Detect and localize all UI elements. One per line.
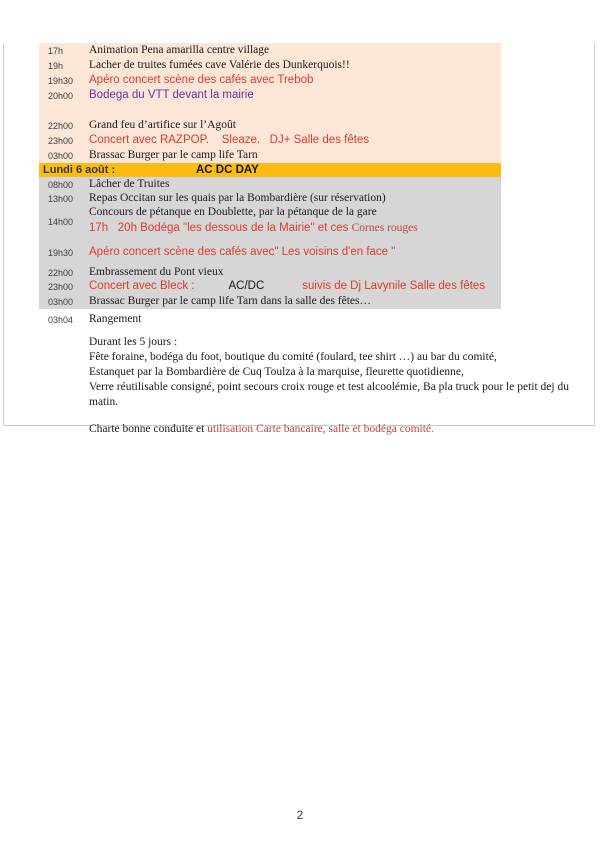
day-header-banner: [39, 163, 501, 177]
schedule-section-evening: [39, 43, 501, 163]
schedule-row: [39, 245, 501, 260]
event-label-part: AC/DC: [228, 280, 265, 293]
time-label: 19h30: [48, 75, 74, 86]
time-label: 20h00: [48, 90, 74, 101]
time-label: 17h: [48, 45, 64, 56]
notes-line: Verre réutilisable consigné, point secours croix rouge et test alcoolémie, Ba pla truck pour le petit dej du matin.: [89, 381, 569, 408]
event-label: Lacher de truites fumées cave Valérie des Dunkerquois!!: [89, 58, 350, 71]
time-label: 19h30: [48, 247, 74, 258]
schedule-row: [39, 294, 501, 309]
day-header-title: AC DC DAY: [196, 164, 259, 176]
event-label: Lâcher de Truites: [89, 177, 170, 190]
event-label: Apéro concert scène des cafés avec" Les voisins d'en face ": [89, 245, 396, 258]
spacer: [39, 103, 501, 118]
event-label-part: Concert avec Bleck :: [89, 280, 195, 293]
schedule-row: [39, 265, 501, 280]
schedule-row: [39, 88, 501, 103]
time-label: 03h04: [48, 314, 74, 325]
time-label: 22h00: [48, 120, 74, 131]
event-label: Embrassement du Pont vieux: [89, 265, 224, 278]
schedule-row: [39, 58, 501, 73]
time-label: 03h00: [48, 150, 74, 161]
event-label: Brassac Burger par le camp life Tarn dans la salle des fêtes…: [89, 294, 372, 307]
notes-line: Estanquet par la Bombardière de Cuq Toulza à la marquise, fleurette quotidienne,: [89, 366, 464, 378]
event-multiline: [89, 206, 418, 237]
event-label: Repas Occitan sur les quais par la Bombardière (sur réservation): [89, 192, 386, 205]
schedule-row: [39, 118, 501, 133]
time-label: 22h00: [48, 267, 74, 278]
event-label-part: Cornes rouges: [351, 221, 418, 234]
event-label-part: 17h 20h Bodéga "les dessous de la Mairie" et ces: [89, 221, 352, 234]
schedule-row: [39, 43, 501, 58]
time-label: 08h00: [48, 179, 74, 190]
schedule-section-monday: [39, 177, 501, 309]
notes-charte-red: utilisation Carte bancaire, salle et bodéga comité.: [207, 423, 434, 435]
event-label: Bodega du VTT devant la mairie: [89, 88, 254, 101]
notes-charte-black: Charte bonne conduite et: [89, 423, 208, 435]
event-label: Concert avec RAZPOP. Sleaze. DJ+ Salle des fêtes: [89, 133, 370, 146]
event-label: Rangement: [89, 312, 142, 325]
notes-charte: [89, 422, 571, 437]
event-label: Concours de pétanque en Doublette, par la pétanque de la gare: [89, 206, 377, 219]
time-label: 14h00: [48, 216, 74, 227]
time-label: 23h00: [48, 282, 74, 292]
schedule-row: [39, 73, 501, 88]
schedule-row: [39, 312, 594, 327]
event-label-part: suivis de Dj Lavynile Salle des fêtes: [302, 280, 486, 293]
spacer: [39, 237, 501, 245]
program-table-frame: [3, 43, 595, 435]
time-label: 23h00: [48, 135, 74, 146]
event-label: [89, 220, 418, 237]
event-label: Brassac Burger par le camp life Tarn: [89, 148, 258, 161]
time-label: 13h00: [48, 194, 74, 204]
page-number: 2: [296, 808, 304, 822]
schedule-row: [39, 177, 501, 192]
notes-section: [89, 335, 571, 437]
event-label: Animation Pena amarilla centre village: [89, 43, 270, 56]
notes-intro: Durant les 5 jours :: [89, 336, 178, 348]
event-label: Apéro concert scène des cafés avec Trebob: [89, 73, 314, 86]
schedule-row: [39, 280, 501, 294]
schedule-row: [39, 206, 501, 237]
notes-line: Fête foraine, bodéga du foot, boutique du comité (foulard, tee shirt …) au bar du comité,: [89, 351, 497, 363]
event-label: Grand feu d’artifice sur l’Agoût: [89, 118, 236, 131]
schedule-row: [39, 192, 501, 206]
time-label: 19h: [48, 60, 64, 71]
schedule-row: [39, 133, 501, 148]
day-header-date: Lundi 6 août :: [43, 164, 116, 176]
schedule-row: [39, 148, 501, 163]
time-label: 03h00: [48, 296, 74, 307]
